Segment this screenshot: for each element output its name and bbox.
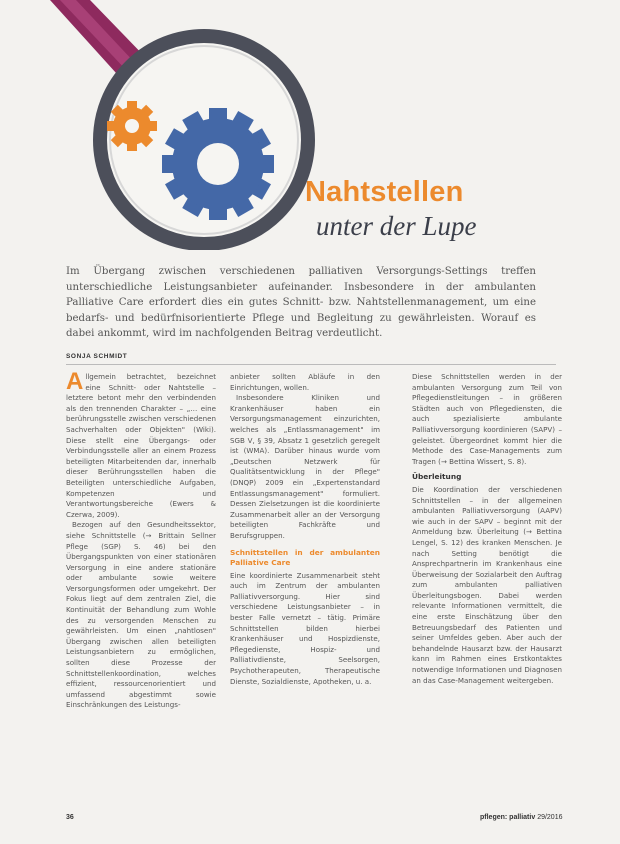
column-2: [230, 372, 380, 687]
paragraph: Eine koordinierte Zusammenarbeit steht auch im Zentrum der ambulanten Palliativversorgung. Hier sind verschiedene Leistungsanbieter – in bester Falle vernetzt – tätig. Primäre Schnittstellen bilden hierbei Krankenhäuser und Hospizdienste, Pflegedienste, Hospiz- und Palliativdienste, Seelsorgen, Psychotherapeuten, Therapeutische Dienste, Sozialdienste, Apotheken, u. a.: [230, 570, 380, 686]
paragraph-text: llgemein betrachtet, bezeichnet eine Schnitt- oder Nahtstelle – letztere betont mehr den verbindenden als den trennenden Charakter – „… eine berührungsstelle zwischen verschiedenen Sachverhalten oder Objekten" (Wiki). Diese stellt eine Übergangs- oder Verbindungsstelle aller an einem Prozess beteiligten Mitarbeitenden dar, innerhalb dieser Berührungsstellen haben die Beteiligten unterschiedliche Aufgaben, Kompetenzen und Verantwortungsbereiche (Ewers & Czerwa, 2009).: [66, 372, 216, 519]
lead-paragraph: Im Übergang zwischen verschiedenen palliativen Versorgungs-Settings treffen unterschiedliche Leistungsanbieter aufeinander. Insbesondere in der ambulanten Palliative Care erfordert dies ein gutes Schnitt- bzw. Nahtstellenmanagement, um eine bedarfs- und bedürfnisorientierte Pflege und Begleitung zu gewährleisten. Worauf es dabei ankommt, wird im nachfolgenden Beitrag verdeutlicht.: [66, 266, 536, 340]
paragraph: Bezogen auf den Gesundheitssektor, siehe Schnittstelle (→ Brittain Sellner Pflege (SGP) S. 46) bei den Übergangspunkten von einer stationären Versorgung in eine andere stationäre oder ambulante sowie weitere Versorgungsformen oder umgekehrt. Der Fokus liegt auf dem zentralen Ziel, die Kontinuität der Behandlung zum Wohle des zu versorgenden Menschen zu gewährleisten. Um einen „nahtlosen" Übergang zwischen allen beteiligten Leistungsanbietern zu ermöglichen, sollten diese Prozesse der Schnittstellenkoordination, welches effizient, ressourcenorientiert und umfassend abgestimmt sowie Einschränkungen des Leistungs-: [66, 520, 216, 710]
column-3: [412, 372, 562, 686]
divider: [66, 364, 556, 365]
paragraph: Diese Schnittstellen werden in der ambulanten Versorgung zum Teil von Pflegedienstleitungen – in größeren Städten auch von Pflegediensten, die auch spezialisierte ambulante Palliativversorgung koordinieren (SAPV) – geleistet. Übergeordnet kommt hier die Methode des Case-Managements zum Tragen (→ Bettina Wissert, S. 8).: [412, 372, 562, 466]
magnifier-gears-illustration: [0, 0, 620, 250]
page-subtitle: unter der Lupe: [316, 211, 477, 241]
paragraph: Die Koordination der verschiedenen Schnittstellen – in der allgemeinen ambulanten Palliativversorgung (AAPV) wie auch in der SAPV – beginnt mit der Anmeldung bzw. Überleitung (→ Bettina Lengel, S. 12) des kranken Menschen. Je nach Setting benötigt die Ansprechpartnerin im Krankenhaus eine Überweisung der Sozialarbeit den Auftrag zum ambulanten palliativen Überleitungsbogen. Dabei werden relevante Informationen vermittelt, die eine erste Einschätzung über den Betreuungsbedarf des Patienten und seiner Umfeldes geben. Aber auch der behandelnde Hausarzt bzw. der Hausarzt kann im Rahmen eines Erstkontaktes notwendige Informationen und Diagnosen an das Case-Management weitergeben.: [412, 484, 562, 685]
author-name: SONJA SCHMIDT: [66, 353, 128, 360]
journal-issue: 29/2016: [537, 814, 563, 821]
page-title: Nahtstellen: [305, 176, 464, 208]
paragraph: [66, 368, 216, 520]
column-1: [66, 368, 216, 711]
paragraph: Insbesondere Kliniken und Krankenhäuser haben ein Versorgungsmanagement einzurichten, welches als „Entlassmanagement" im SGB V, § 39, Absatz 1 gesetzlich geregelt ist (WMA). Darüber hinaus wurde vom „Deutschen Netzwerk für Qualitätsentwicklung in der Pflege" (DNQP) 2009 ein „Expertenstandard Entlassungsmanagement" formuliert. Dessen Zielsetzungen ist die koordinierte Zusammenarbeit aller an der Versorgung beteiligten Fachkräfte und Berufsgruppen.: [230, 393, 380, 540]
drop-cap: A: [66, 368, 84, 395]
paragraph: anbieter sollten Abläufe in den Einrichtungen, wollen.: [230, 372, 380, 392]
section-heading: Überleitung: [412, 472, 462, 482]
journal-name: pflegen: palliativ: [480, 814, 536, 821]
section-heading: Schnittstellen in der ambulanten Palliative Care: [230, 547, 380, 568]
hero-illustration: [0, 0, 620, 250]
page-number: 36: [66, 814, 74, 821]
journal-footer: [480, 814, 563, 821]
small-gear-icon: [107, 101, 157, 151]
